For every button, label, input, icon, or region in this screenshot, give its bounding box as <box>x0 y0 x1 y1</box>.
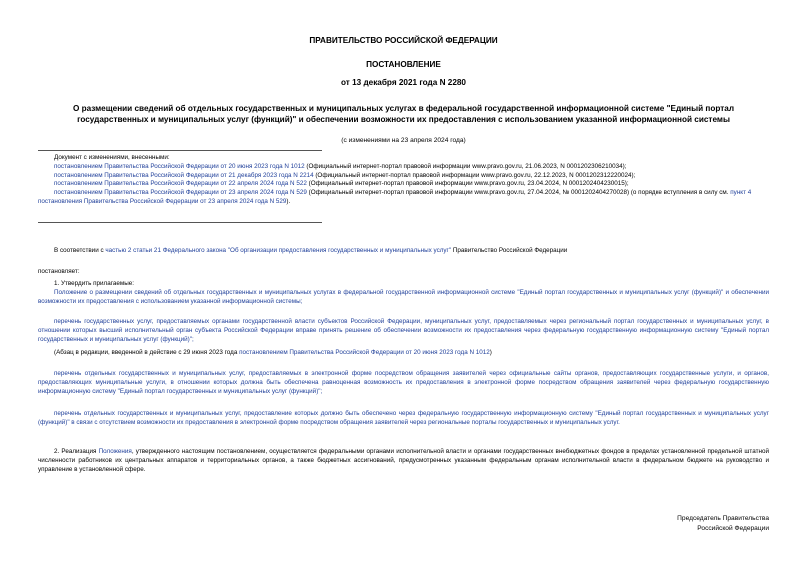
regional-list-link[interactable]: перечень государственных услуг, предоставляемых органами государственной власти субъектов Российской Федерации, муниципальных услуг, предоставляемых через региональный портал государственных и муниципальных услуг, в отношении которых высший исполнительный орган субъекта Российской Федерации вправе принять решение об обеспечении возможности их предоставления через федеральную государственную информационную систему "Единый портал государственных и муниципальных услуг (функций)"; <box>38 318 769 343</box>
regulation-link[interactable]: Положение о размещении сведений об отдельных государственных и муниципальных услугах в федеральной государственной информационной системе "Единый портал государственных и муниципальных услуг (функций)" и обеспечении возможности их предоставления с использованием указанной информационной системы; <box>38 289 769 305</box>
list-item-federal-portal <box>38 410 769 428</box>
signature-title: Председатель Правительства <box>677 515 769 522</box>
preamble: В соответствии с частью 2 статьи 21 Федерального закона "Об организации предоставления государственных и муниципальных услуг" Правительство Российской Федерации <box>54 247 568 254</box>
divider-top <box>38 150 322 151</box>
official-sites-list-link[interactable]: перечень отдельных государственных и муниципальных услуг, предоставляемых в электронной форме посредством обращения заявителей через официальные сайты органов, предоставляющих государственные услуги, и органов, предоставляющих муниципальные услуги, в отношении которых должна быть обеспечена равноценная возможность их предоставления в электронной форме посредством обращения заявителей через федеральную государственную информационную систему "Единый портал государственных и муниципальных услуг (функций)"; <box>38 370 769 395</box>
changes-note: (с изменениями на 23 апреля 2024 года) <box>341 137 466 144</box>
regulation-ref-link[interactable]: Положения <box>98 448 132 455</box>
amendment-item: постановлением Правительства Российской Федерации от 22 апреля 2024 года N 522 (Официальный интернет-портал правовой информации www.pravo.gov.ru, 23.04.2024, N 0001202404230015); <box>54 180 629 188</box>
amendment-item: постановлением Правительства Российской Федерации от 23 апреля 2024 года N 529 (Официальный интернет-портал правовой информации www.pravo.gov.ru, 27.04.2024, № 0001202404270028) (о порядке вступления в силу см. пункт 4 постановления Правительства Российской Федерации от 23 апреля 2024 года N 529). <box>38 189 752 205</box>
amendment-item: постановлением Правительства Российской Федерации от 20 июня 2023 года N 1012 (Официальный интернет-портал правовой информации www.pravo.gov.ru, 21.06.2023, N 0001202306210034); <box>54 162 627 170</box>
amendments-intro: Документ с изменениями, внесенными: <box>54 154 170 161</box>
amendments-block <box>38 154 769 207</box>
document-type: ПОСТАНОВЛЕНИЕ <box>366 60 441 69</box>
amendment-link-2[interactable]: постановлением Правительства Российской Федерации от 21 декабря 2023 года N 2214 <box>54 171 314 179</box>
resolves-text: постановляет: <box>38 268 80 275</box>
list-item-official-sites <box>38 370 769 396</box>
amendment-link-4[interactable]: постановлением Правительства Российской Федерации от 23 апреля 2024 года N 529 <box>54 189 307 197</box>
federal-law-link[interactable]: частью 2 статьи 21 Федерального закона "Об организации предоставления государственных и муниципальных услуг" <box>105 247 452 254</box>
amendment-link-3[interactable]: постановлением Правительства Российской Федерации от 22 апреля 2024 года N 522 <box>54 180 307 188</box>
amendment-link-4-entry-into-force[interactable]: пункт 4 постановления Правительства Российской Федерации от 23 апреля 2024 года N 529 <box>38 189 752 205</box>
amendment-item: постановлением Правительства Российской Федерации от 21 декабря 2023 года N 2214 (Официальный интернет-портал правовой информации www.pravo.gov.ru, 22.12.2023, N 0001202312220024); <box>54 171 636 179</box>
list-item-regulation <box>38 289 769 307</box>
list-item-regional-list <box>38 318 769 344</box>
government-heading: ПРАВИТЕЛЬСТВО РОССИЙСКОЙ ФЕДЕРАЦИИ <box>309 36 498 45</box>
amendment-link-1[interactable]: постановлением Правительства Российской Федерации от 20 июня 2023 года N 1012 <box>54 162 305 170</box>
document-date-number: от 13 декабря 2021 года N 2280 <box>341 78 466 87</box>
document-title: О размещении сведений об отдельных государственных и муниципальных услугах в федеральной государственной информационной системе "Единый портал государственных и муниципальных услуг (функций)" и обеспечении возможности их предоставления с использованием указанной информационной системы <box>72 104 735 124</box>
signature-block <box>677 514 769 534</box>
item-1: 1. Утвердить прилагаемые: <box>54 280 134 287</box>
list-item-note: (Абзац в редакции, введенной в действие с 29 июня 2023 года постановлением Правительства Российской Федерации от 20 июня 2023 года N 1012) <box>54 349 492 356</box>
divider-bottom <box>38 222 322 223</box>
federal-portal-list-link[interactable]: перечень отдельных государственных и муниципальных услуг, предоставление которых должно быть обеспечено через федеральную государственную информационную систему "Единый портал государственных и муниципальных услуг (функций)" в связи с отсутствием возможности их предоставления в электронной форме посредством обращения заявителей через региональные порталы государственных и муниципальных услуг. <box>38 410 769 426</box>
signature-org: Российской Федерации <box>697 525 769 532</box>
item-2: 2. Реализация Положения, утвержденного настоящим постановлением, осуществляется федеральными органами исполнительной власти и органами государственных внебюджетных фондов в пределах установленной предельной штатной численности работников их центральных аппаратов и территориальных органов, а также бюджетных ассигнований, предусмотренных указанным федеральным органам исполнительной власти в федеральном бюджете на руководство и управление в установленной сфере. <box>38 448 769 473</box>
note-link[interactable]: постановлением Правительства Российской Федерации от 20 июня 2023 года N 1012 <box>239 349 490 356</box>
